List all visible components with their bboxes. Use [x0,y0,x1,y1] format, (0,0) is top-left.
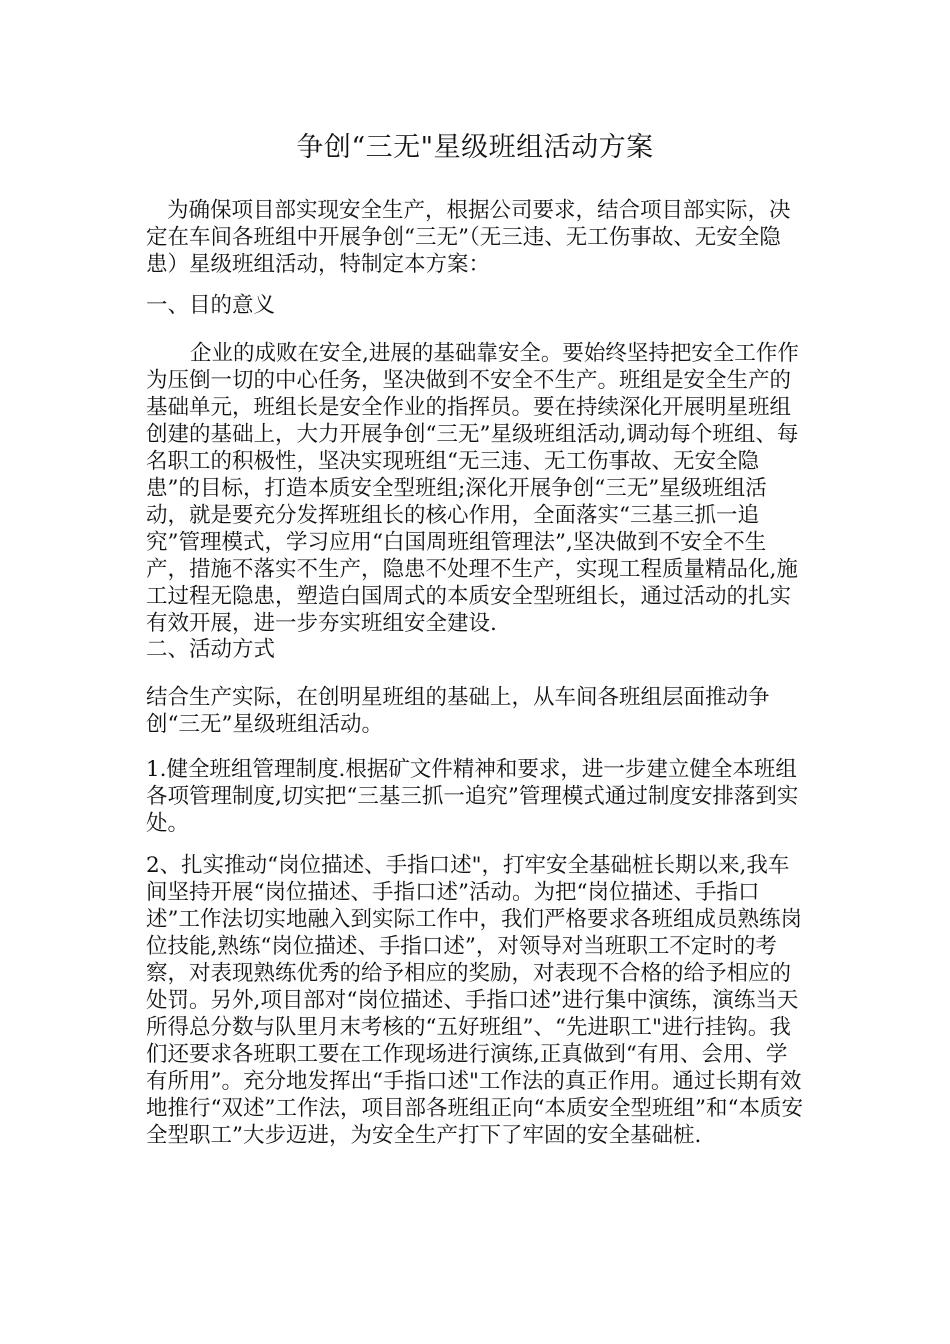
section-body-purpose: 企业的成败在安全,进展的基础靠安全。要始终坚持把安全工作作为压倒一切的中心任务，坚决做到不安全不生产。班组是安全生产的基础单元，班组长是安全作业的指挥员。要在持续深化开展明星班组创建的基础上，大力开展争创“三无”星级班组活动,调动每个班组、每名职工的积极性，坚决实现班组“无三违、无工伤事故、无安全隐患”的目标，打造本质安全型班组;深化开展争创“三无”星级班组活动，就是要充分发挥班组长的核心作用，全面落实“三基三抓一追究”管理模式，学习应用“白国周班组管理法”,坚决做到不安全不生产，措施不落实不生产，隐患不处理不生产，实现工程质量精品化,施工过程无隐患，塑造白国周式的本质安全型班组长，通过活动的扎实有效开展，进一步夯实班组安全建设. [146,341,799,636]
section-heading-purpose: 一、目的意义 [146,293,276,318]
section-heading-method: 二、活动方式 [146,637,276,662]
list-item-1: 1.健全班组管理制度.根据矿文件精神和要求，进一步建立健全本班组各项管理制度,切实把“三基三抓一追究”管理模式通过制度安排落到实处。 [146,757,799,836]
list-item-2: 2、扎实推动“岗位描述、手指口述"，打牢安全基础桩长期以来,我车间坚持开展“岗位描述、手指口述”活动。为把“岗位描述、手指口述”工作法切实地融入到实际工作中，我们严格要求各班组成员熟练岗位技能,熟练“岗位描述、手指口述”，对领导对当班职工不定时的考察，对表现熟练优秀的给予相应的奖励，对表现不合格的给予相应的处罚。另外,项目部对“岗位描述、手指口述”进行集中演练，演练当天所得总分数与队里月末考核的“五好班组”、“先进职工"进行挂钩。我们还要求各班职工要在工作现场进行演练,正真做到“有用、会用、学有所用”。充分地发挥出“手指口述"工作法的真正作用。通过长期有效地推行“双述”工作法，项目部各班组正向“本质安全型班组”和“本质安全型职工”大步迈进，为安全生产打下了牢固的安全基础桩. [146,853,803,1148]
section-intro-method: 结合生产实际，在创明星班组的基础上，从车间各班组层面推动争创“三无”星级班组活动。 [146,685,770,737]
intro-paragraph: 为确保项目部实现安全生产，根据公司要求，结合项目部实际，决定在车间各班组中开展争创“三无”（无三违、无工伤事故、无安全隐患）星级班组活动，特制定本方案： [146,198,791,277]
document-title: 争创“三无"星级班组活动方案 [296,132,654,163]
